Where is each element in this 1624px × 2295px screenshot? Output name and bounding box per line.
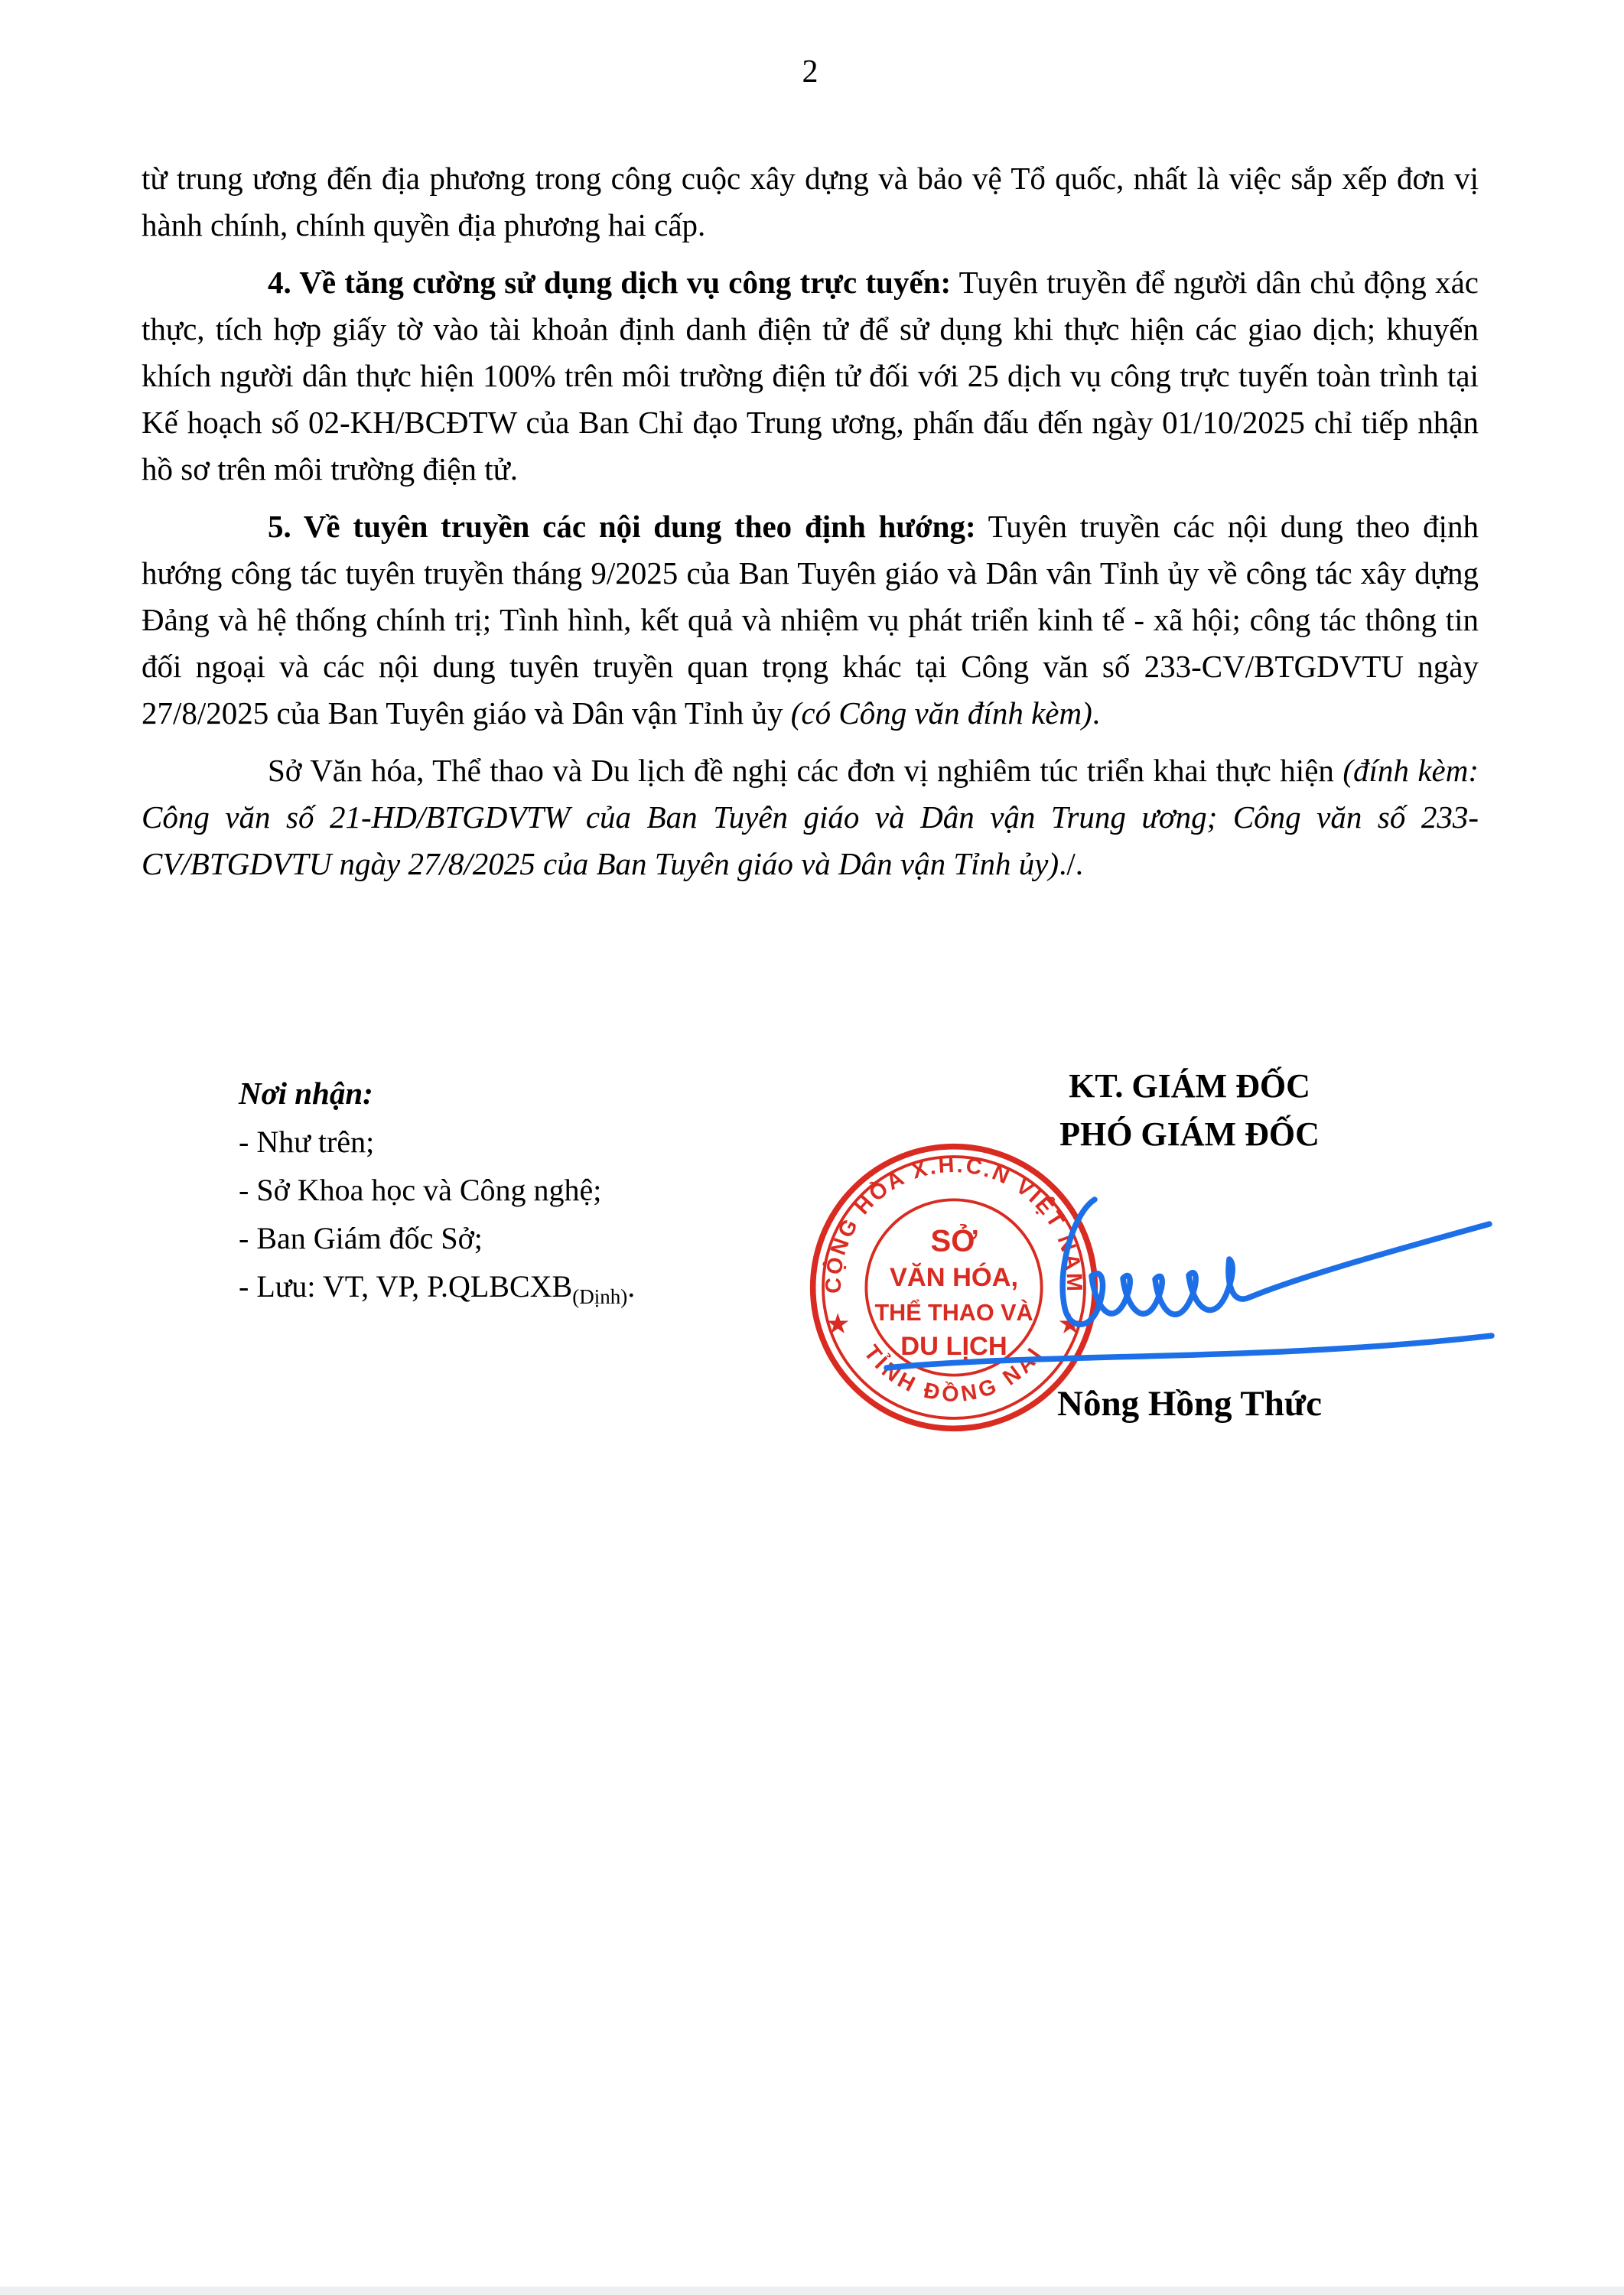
section-5-heading: 5. Về tuyên truyền các nội dung theo định hướng:: [268, 509, 976, 544]
closing-end-mark: ./.: [1059, 846, 1084, 881]
signer-title-line2: PHÓ GIÁM ĐỐC: [1059, 1115, 1320, 1153]
closing-attachment-note: (đính kèm: Công văn số 21-HD/BTGDVTW của Ban Tuyên giáo và Dân vận Trung ương; Công văn số 233-CV/BTGDVTU ngày 27/8/2025 của Ban Tuyên giáo và Dân vận Tỉnh ủy): [142, 753, 1479, 881]
recipients-label: Nơi nhận:: [239, 1076, 373, 1111]
paragraph-continuation-text: từ trung ương đến địa phương trong công cuộc xây dựng và bảo vệ Tổ quốc, nhất là việc sắp xếp đơn vị hành chính, chính quyền địa phương hai cấp.: [142, 161, 1479, 243]
paragraph-section-4: [142, 259, 1479, 493]
archive-period: .: [627, 1269, 636, 1304]
section-5-period: .: [1092, 695, 1100, 731]
recipient-line: - Sở Khoa học và Công nghệ;: [239, 1173, 602, 1207]
seal-center-line2: VĂN HÓA,: [889, 1263, 1019, 1293]
seal-center-line4: DU LỊCH: [900, 1331, 1007, 1361]
paragraph-closing: [142, 747, 1479, 887]
archive-text: - Lưu: VT, VP, P.QLBCXB: [239, 1269, 573, 1304]
section-5-text: Tuyên truyền các nội dung theo định hướng công tác tuyên truyền tháng 9/2025 của Ban Tuyên giáo và Dân vân Tỉnh ủy về công tác xây dựng Đảng và hệ thống chính trị; Tình hình, kết quả và nhiệm vụ phát triển kinh tế - xã hội; công tác thông tin đối ngoại và các nội dung tuyên truyền quan trọng khác tại Công văn số 233-CV/BTGDVTU ngày 27/8/2025 của Ban Tuyên giáo và Dân vận Tỉnh ủy: [142, 509, 1479, 731]
section-4-text: Tuyên truyền để người dân chủ động xác thực, tích hợp giấy tờ vào tài khoản định danh điện tử để sử dụng khi thực hiện các giao dịch; khuyến khích người dân thực hiện 100% trên môi trường điện tử đối với 25 dịch vụ công trực tuyến toàn trình tại Kế hoạch số 02-KH/BCĐTW của Ban Chỉ đạo Trung ương, phấn đấu đến ngày 01/10/2025 chỉ tiếp nhận hồ sơ trên môi trường điện tử.: [142, 265, 1479, 487]
page-number: 2: [802, 54, 819, 90]
seal-top-arc-text: CỘNG HÒA X.H.C.N VIỆT NAM: [821, 1152, 1087, 1294]
signer-name: Nông Hồng Thức: [1057, 1384, 1322, 1424]
seal-center-line1: SỞ: [930, 1224, 978, 1258]
signature-stroke: [1063, 1200, 1489, 1324]
paragraph-section-5: [142, 503, 1479, 737]
recipients-block: [239, 1069, 635, 1314]
seal-center-line3: THỂ THAO VÀ: [874, 1299, 1033, 1326]
section-4-heading: 4. Về tăng cường sử dụng dịch vụ công trực tuyến:: [268, 265, 952, 300]
seal-bottom-arc-text: TỈNH ĐỒNG NAI: [858, 1340, 1050, 1407]
signer-title-line1: KT. GIÁM ĐỐC: [1069, 1067, 1310, 1105]
closing-text: Sở Văn hóa, Thể thao và Du lịch đề nghị các đơn vị nghiêm túc triển khai thực hiện: [268, 753, 1343, 788]
archive-subscript: (Dịnh): [572, 1285, 628, 1308]
recipient-line: - Như trên;: [239, 1125, 375, 1159]
handwritten-signature: [868, 1177, 1515, 1387]
paragraph-continuation: [142, 155, 1479, 249]
section-5-attachment-note: (có Công văn đính kèm): [790, 695, 1092, 731]
signature-underline-stroke: [887, 1336, 1492, 1368]
scan-edge-strip: [0, 2287, 1624, 2295]
recipient-line-archive: [239, 1262, 635, 1314]
document-content: [0, 0, 1624, 887]
seal-star-right-icon: ★: [1059, 1310, 1082, 1338]
recipient-line: - Ban Giám đốc Sở;: [239, 1221, 483, 1255]
seal-star-left-icon: ★: [826, 1310, 849, 1338]
